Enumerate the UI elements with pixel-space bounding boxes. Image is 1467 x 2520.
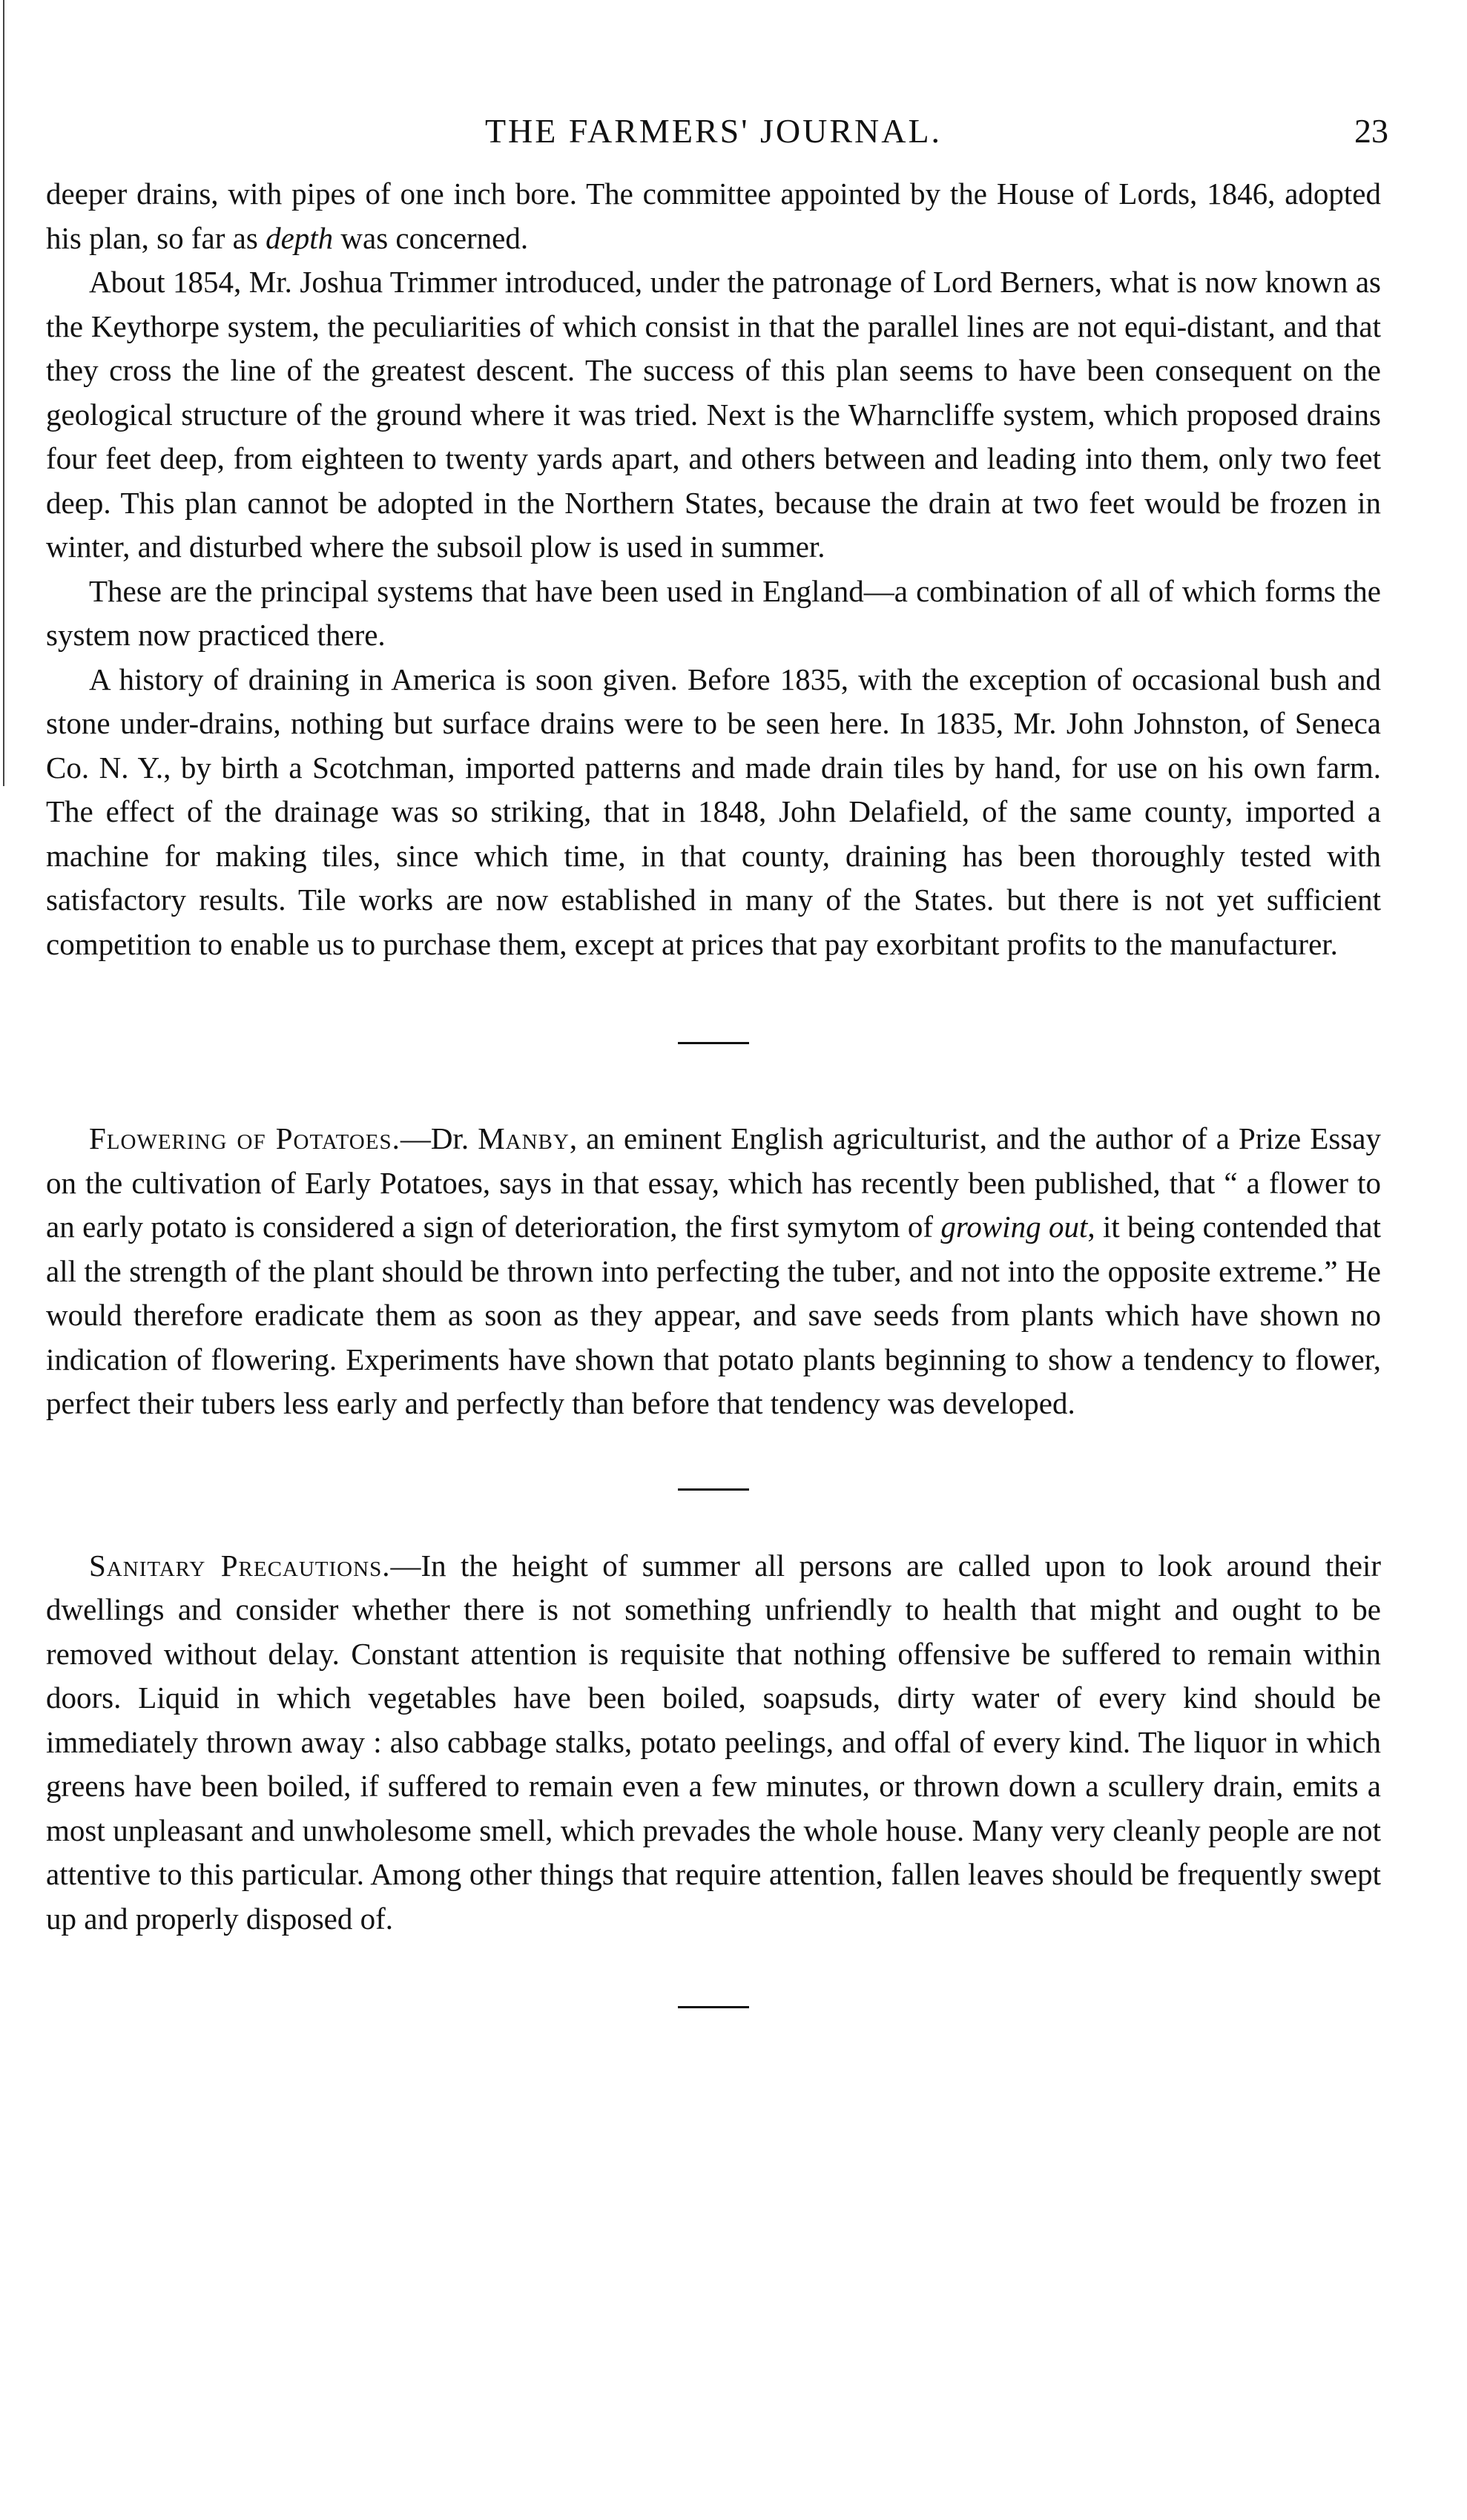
drainage-article — [46, 172, 1381, 966]
drainage-paragraph-1 — [46, 172, 1381, 260]
growing-out-emphasis: growing out — [940, 1210, 1088, 1244]
section-divider — [678, 1042, 749, 1044]
sanitary-paragraph — [46, 1544, 1381, 1942]
depth-emphasis: depth — [266, 220, 334, 255]
potatoes-paragraph — [46, 1117, 1381, 1426]
drainage-paragraph-1-end: was concerned. — [333, 220, 529, 255]
page-number: 23 — [1354, 112, 1388, 150]
journal-page — [46, 111, 1388, 2008]
drainage-paragraph-4: A history of draining in America is soon given. Before 1835, with the exception of occasional bush and stone under-drains, nothing but surface drains were to be seen here. In 1835, Mr. John Johnston, of Seneca Co. N. Y., by birth a Scotchman, imported patterns and made drain tiles by hand, for use on his own farm. The effect of the drainage was so striking, that in 1848, John Delafield, of the same county, imported a machine for making tiles, since which time, in that county, draining has been thoroughly tested with satisfactory results. Tile works are now established in many of the States. but there is not yet sufficient competition to enable us to purchase them, except at prices that pay exorbitant profits to the manufacturer. — [46, 662, 1381, 961]
drainage-paragraph-3: These are the principal systems that have been used in England—a combination of all of which forms the system now practiced there. — [46, 573, 1381, 652]
potatoes-article — [46, 1117, 1381, 1426]
section-divider — [678, 1488, 749, 1491]
page-header — [46, 111, 1388, 171]
sanitary-heading: Sanitary Precautions. — [89, 1548, 391, 1583]
potatoes-text-2: , it being contended that all the strength of the plant should be thrown into perfecting the tuber, and not into the opposite extreme.” He would therefore eradicate them as soon as they appear, and save seeds from plants which have shown no indication of flowering. Experiments have shown that potato plants beginning to show a tendency to flower, perfect their tubers less early and perfectly than before that tendency was developed. — [46, 1210, 1381, 1420]
potatoes-heading: Flowering of Potatoes. — [89, 1121, 400, 1155]
author-name: Manby — [478, 1121, 570, 1155]
sanitary-text: —In the height of summer all persons are called upon to look around their dwellings and consider whether there is not something unfriendly to health that might and ought to be removed without delay. Constant attention is requisite that nothing offensive be suffered to remain within doors. Liquid in which vegetables have been boiled, soapsuds, dirty water of every kind should be immediately thrown away : also cabbage stalks, potato peelings, and offal of every kind. The liquor in which greens have been boiled, if suffered to remain even a few minutes, or thrown down a scullery drain, emits a most unpleasant and unwholesome smell, which prevades the whole house. Many very cleanly people are not attentive to this particular. Among other things that require attention, fallen leaves should be frequently swept up and properly disposed of. — [46, 1548, 1381, 1936]
drainage-paragraph-2: About 1854, Mr. Joshua Trimmer introduced, under the patronage of Lord Berners, what is now known as the Keythorpe system, the peculiarities of which consist in that the parallel lines are not equi-distant, and that they cross the line of the greatest descent. The success of this plan seems to have been consequent on the geological structure of the ground where it was tried. Next is the Wharncliffe system, which proposed drains four feet deep, from eighteen to twenty yards apart, and others between and leading into them, only two feet deep. This plan cannot be adopted in the Northern States, because the drain at two feet would be frozen in winter, and disturbed where the subsoil plow is used in summer. — [46, 265, 1381, 564]
end-divider — [678, 2006, 749, 2008]
potatoes-text-1: , an eminent English agriculturist, and the author of a Prize Essay on the cultivation of Early Potatoes, says in that essay, which has recently been published, that “ a flower to an early potato is considered a sign of deterioration, the first symytom of — [46, 1121, 1382, 1244]
drainage-paragraph-1-text: deeper drains, with pipes of one inch bore. The committee appointed by the House of Lords, 1846, adopted his plan, so far as — [46, 177, 1381, 255]
potatoes-dash: —Dr. — [400, 1121, 478, 1155]
sanitary-article — [46, 1544, 1381, 1942]
running-title: THE FARMERS' JOURNAL. — [484, 112, 943, 150]
page-edge-rule — [3, 0, 4, 786]
